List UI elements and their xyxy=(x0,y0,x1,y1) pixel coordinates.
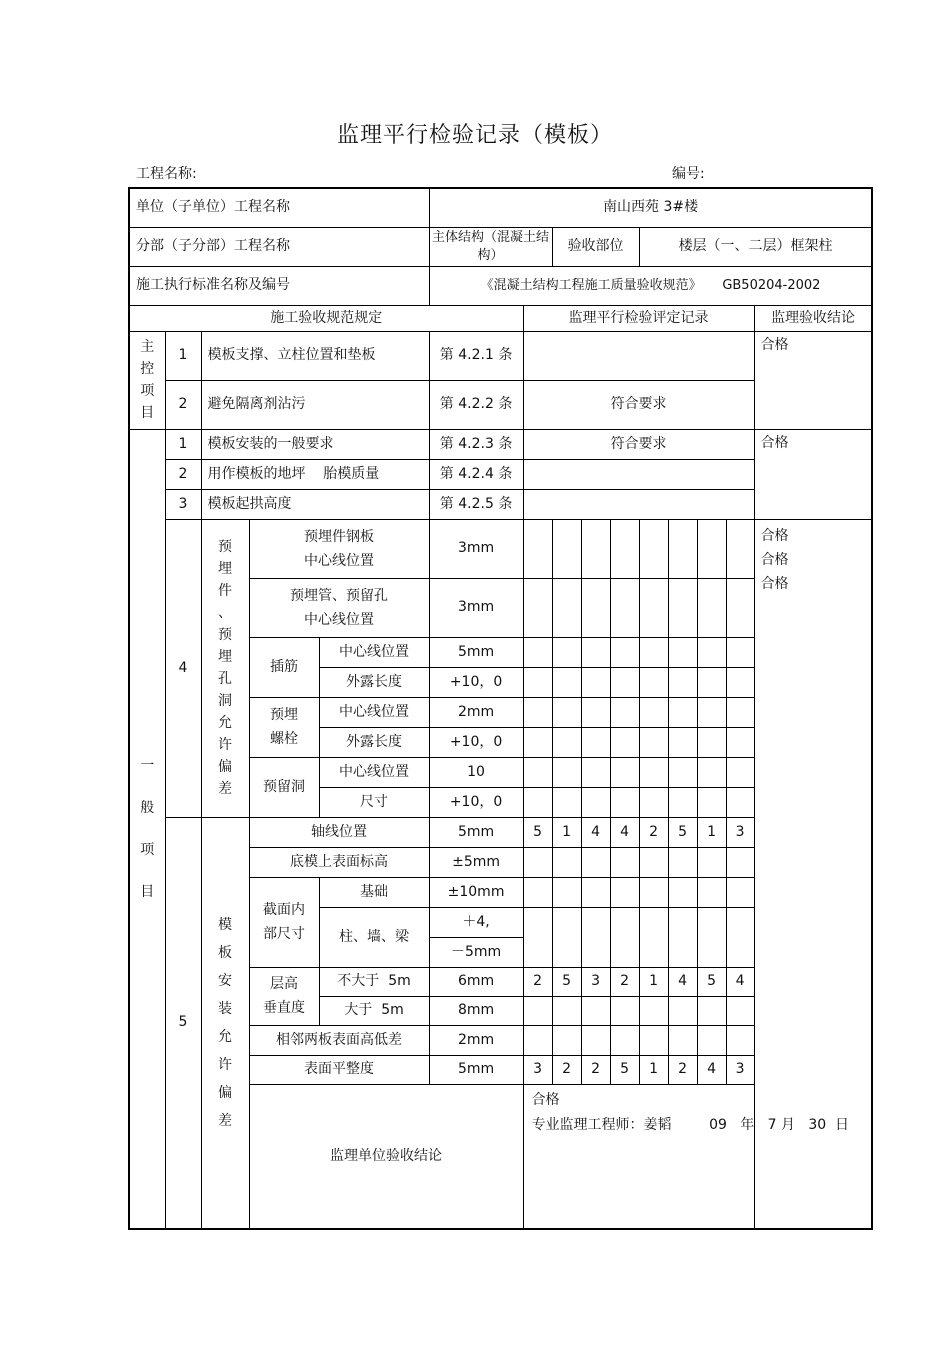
item4-conclusions: 合格 合格 合格 xyxy=(754,519,872,1229)
general-row-3-no: 3 xyxy=(165,489,201,519)
item5-vertical-a-tol: 6mm xyxy=(429,967,523,996)
general-row-3-record xyxy=(523,489,754,519)
item5-bottom-tol: ±5mm xyxy=(429,847,523,877)
item4-bolt-b-tol: +10，0 xyxy=(429,727,523,757)
item4-rebar-b: 外露长度 xyxy=(319,667,429,697)
general-items-label: 一 般 项 目 xyxy=(129,429,165,1229)
main-row-2-record: 符合要求 xyxy=(523,380,754,429)
column-conclusion: 监理验收结论 xyxy=(754,305,872,331)
item5-flat: 表面平整度 xyxy=(249,1055,429,1084)
item4-rebar-b-tol: +10，0 xyxy=(429,667,523,697)
measure-cell: 3 xyxy=(581,967,610,996)
footer-engineer: 专业监理工程师：姜韬 xyxy=(531,1116,672,1133)
measure-cell: 5 xyxy=(610,1055,639,1084)
item4-bolt-a: 中心线位置 xyxy=(319,697,429,727)
measure-cell: 1 xyxy=(639,967,668,996)
number-label: 编号: xyxy=(672,166,705,182)
measure-cell: 4 xyxy=(668,967,697,996)
general-row-1-clause: 第 4.2.3 条 xyxy=(429,429,523,459)
item4-hole-b: 尺寸 xyxy=(319,787,429,817)
general-row-1-no: 1 xyxy=(165,429,201,459)
item4-plate: 预埋件钢板 中心线位置 xyxy=(249,519,429,578)
measure-cell: 5 xyxy=(668,817,697,847)
item4-plate-tol: 3mm xyxy=(429,519,523,578)
item4-hole-b-tol: +10，0 xyxy=(429,787,523,817)
item5-section-col: 柱、墙、梁 xyxy=(319,907,429,967)
position-value: 楼层（一、二层）框架柱 xyxy=(639,227,872,266)
measure-cell: 2 xyxy=(581,1055,610,1084)
item4-rebar: 插筋 xyxy=(249,637,319,697)
item4-no: 4 xyxy=(165,519,201,817)
item4-rebar-a: 中心线位置 xyxy=(319,637,429,667)
item4-bolt-b: 外露长度 xyxy=(319,727,429,757)
measure-cell: 4 xyxy=(726,967,754,996)
item5-vertical-b-tol: 8mm xyxy=(429,996,523,1025)
item4-rebar-a-tol: 5mm xyxy=(429,637,523,667)
item4-hole-a: 中心线位置 xyxy=(319,757,429,787)
unit-value: 南山西苑 3#楼 xyxy=(429,188,872,227)
page-title: 监理平行检验记录（模板） xyxy=(336,123,613,148)
general-conclusion: 合格 xyxy=(754,429,872,519)
subdivision-value: 主体结构（混凝土结构） xyxy=(429,227,552,266)
item5-no: 5 xyxy=(165,817,201,1229)
project-name-label: 工程名称: xyxy=(136,166,197,182)
item5-label: 模 板 安 装 允 许 偏 差 xyxy=(201,817,249,1229)
item5-vertical: 层高 垂直度 xyxy=(249,967,319,1025)
measure-cell: 2 xyxy=(639,817,668,847)
measure-cell: 1 xyxy=(697,817,726,847)
main-row-1-name: 模板支撑、立柱位置和垫板 xyxy=(201,331,429,380)
footer-date: 09 年 7 月 30 日 xyxy=(709,1116,850,1133)
item4-bolt-a-tol: 2mm xyxy=(429,697,523,727)
item5-section-found: 基础 xyxy=(319,877,429,907)
measure-cell: 2 xyxy=(552,1055,581,1084)
item5-adjacent-tol: 2mm xyxy=(429,1025,523,1055)
standard-value: 《混凝土结构工程施工质量验收规范》 GB50204-2002 xyxy=(429,266,872,305)
inspection-table xyxy=(128,187,873,1230)
item5-flat-tol: 5mm xyxy=(429,1055,523,1084)
general-row-1-name: 模板安装的一般要求 xyxy=(201,429,429,459)
measure-cell: 3 xyxy=(523,1055,552,1084)
measure-cell: 4 xyxy=(610,817,639,847)
measure-cell: 1 xyxy=(552,817,581,847)
item5-bottom: 底模上表面标高 xyxy=(249,847,429,877)
measure-cell: 2 xyxy=(668,1055,697,1084)
general-row-3-name: 模板起拱高度 xyxy=(201,489,429,519)
general-row-1-record: 符合要求 xyxy=(523,429,754,459)
item4-hole-a-tol: 10 xyxy=(429,757,523,787)
item5-section: 截面内 部尺寸 xyxy=(249,877,319,967)
unit-label: 单位（子单位）工程名称 xyxy=(129,188,429,227)
main-row-2-no: 2 xyxy=(165,380,201,429)
item4-hole: 预留洞 xyxy=(249,757,319,817)
column-record: 监理平行检验评定记录 xyxy=(523,305,754,331)
measure-cell: 1 xyxy=(639,1055,668,1084)
item4-pipe-tol: 3mm xyxy=(429,578,523,637)
measure-cell: 3 xyxy=(726,817,754,847)
item5-axis: 轴线位置 xyxy=(249,817,429,847)
item5-vertical-b: 大于 5m xyxy=(319,996,429,1025)
item4-pipe: 预埋管、预留孔 中心线位置 xyxy=(249,578,429,637)
main-row-1-no: 1 xyxy=(165,331,201,380)
column-spec: 施工验收规范规定 xyxy=(129,305,523,331)
measure-cell: 5 xyxy=(697,967,726,996)
measure-cell: 4 xyxy=(697,1055,726,1084)
measure-cell: 2 xyxy=(523,967,552,996)
general-row-3-clause: 第 4.2.5 条 xyxy=(429,489,523,519)
main-row-2-clause: 第 4.2.2 条 xyxy=(429,380,523,429)
item5-section-found-tol: ±10mm xyxy=(429,877,523,907)
measure-cell: 3 xyxy=(726,1055,754,1084)
main-conclusion: 合格 xyxy=(754,331,872,429)
main-row-1-clause: 第 4.2.1 条 xyxy=(429,331,523,380)
item5-vertical-a: 不大于 5m xyxy=(319,967,429,996)
general-row-2-clause: 第 4.2.4 条 xyxy=(429,459,523,489)
footer-conclusion xyxy=(523,1084,872,1229)
main-row-1-record xyxy=(523,331,754,380)
item5-adjacent: 相邻两板表面高低差 xyxy=(249,1025,429,1055)
item5-axis-tol: 5mm xyxy=(429,817,523,847)
general-row-2-record xyxy=(523,459,754,489)
main-items-label: 主 控 项 目 xyxy=(129,331,165,429)
main-row-2-name: 避免隔离剂沾污 xyxy=(201,380,429,429)
measure-cell: 2 xyxy=(610,967,639,996)
footer-label: 监理单位验收结论 xyxy=(249,1084,523,1229)
general-row-2-no: 2 xyxy=(165,459,201,489)
item4-label: 预 埋 件 、 预 埋 孔 洞 允 许 偏 差 xyxy=(201,519,249,817)
item5-section-col-tol2: －5mm xyxy=(429,937,523,967)
standard-label: 施工执行标准名称及编号 xyxy=(129,266,429,305)
footer-result: 合格 xyxy=(531,1091,560,1108)
measure-cell: 4 xyxy=(581,817,610,847)
measure-cell: 5 xyxy=(552,967,581,996)
subdivision-label: 分部（子分部）工程名称 xyxy=(129,227,429,266)
item5-section-col-tol1: ＋4, xyxy=(429,907,523,937)
position-label: 验收部位 xyxy=(552,227,639,266)
item4-bolt: 预埋 螺栓 xyxy=(249,697,319,757)
general-row-2-name: 用作模板的地坪 胎模质量 xyxy=(201,459,429,489)
measure-cell: 5 xyxy=(523,817,552,847)
